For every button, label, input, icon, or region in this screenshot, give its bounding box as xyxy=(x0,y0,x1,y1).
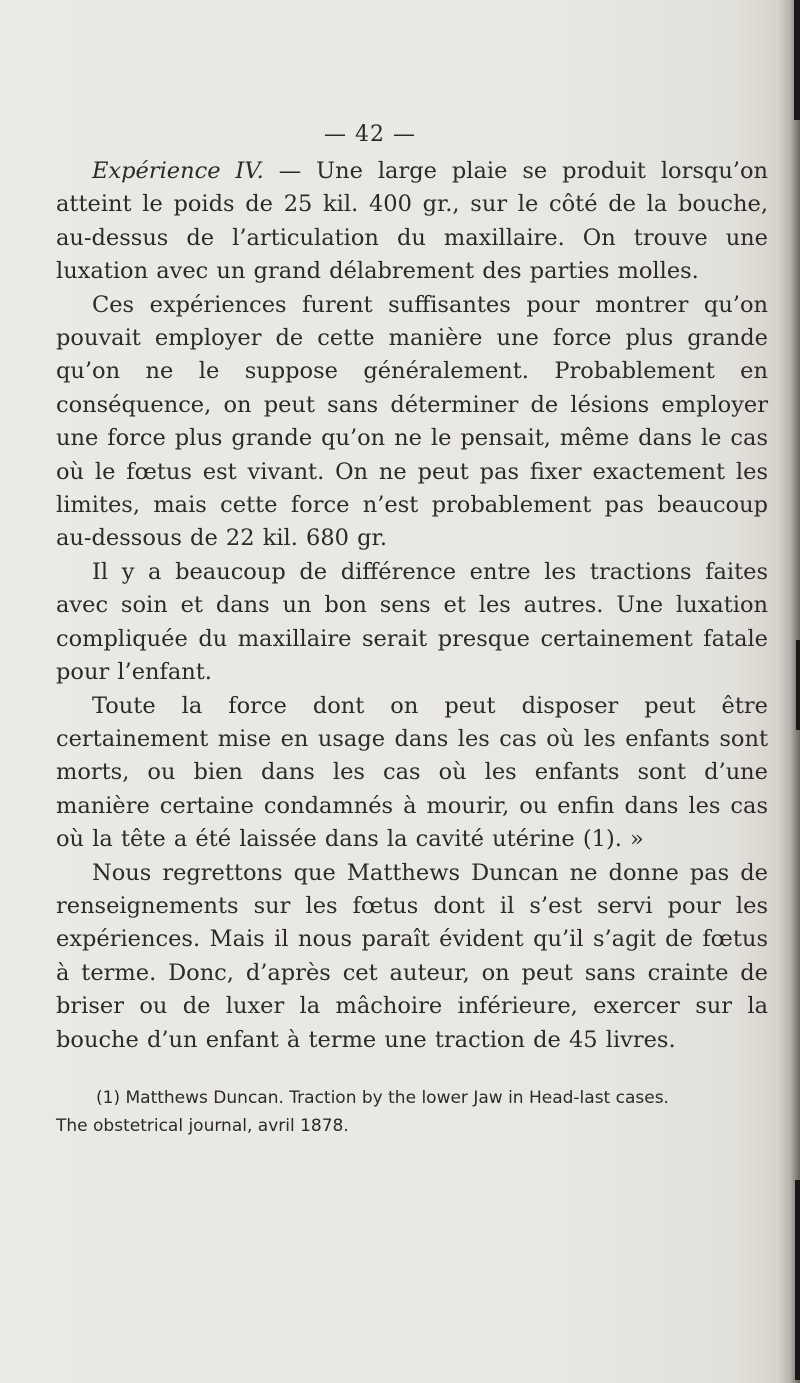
page-number: — 42 — xyxy=(324,122,416,147)
footnote-line: The obstetrical journal, avril 1878. xyxy=(56,1116,349,1136)
paragraph: Il y a beaucoup de différence entre les tractions faites avec soin et dans un bon sens et les autres. Une luxation compliquée du maxillaire serait presque certainement fatale pour l’enfant. xyxy=(56,558,768,686)
paragraph-text: — Une large plaie se produit lorsqu’on atteint le poids de 25 kil. 400 gr., sur le côté de la bouche, au-dessus de l’articulation du maxillaire. On trouve une luxation avec un grand délabrement des parties molles. xyxy=(56,158,768,285)
binding-edge xyxy=(796,640,800,730)
binding-edge xyxy=(795,1180,800,1380)
paragraph: Nous regrettons que Matthews Duncan ne donne pas de renseignements sur les fœtus dont il s’est servi pour les expériences. Mais il nous paraît évident qu’il s’agit de fœtus à terme. Donc, d’après cet auteur, on peut sans crainte de briser ou de luxer la mâchoire inférieure, exercer sur la bouche d’un enfant à terme une traction de 45 livres. xyxy=(56,859,768,1053)
paragraph: Toute la force dont on peut disposer peut être certainement mise en usage dans les cas où les enfants sont morts, ou bien dans les cas où les enfants sont d’une manière certaine condamnés à mourir, ou enfin dans les cas où la tête a été laissée dans la cavité utérine (1). » xyxy=(56,692,768,853)
footnote xyxy=(56,1084,768,1140)
experiment-label: Expérience IV. xyxy=(92,158,264,184)
binding-edge xyxy=(794,0,800,120)
paragraph xyxy=(56,155,768,289)
body-text xyxy=(56,155,768,1057)
footnote-line: (1) Matthews Duncan. Traction by the lower Jaw in Head-last cases. xyxy=(96,1088,669,1108)
paragraph: Ces expériences furent suffisantes pour montrer qu’on pouvait employer de cette manière une force plus grande qu’on ne le suppose généralement. Probablement en conséquence, on peut sans déterminer de lésions employer une force plus grande qu’on ne le pensait, même dans le cas où le fœtus est vivant. On ne peut pas fixer exactement les limites, mais cette force n’est probablement pas beaucoup au-dessous de 22 kil. 680 gr. xyxy=(56,291,768,552)
